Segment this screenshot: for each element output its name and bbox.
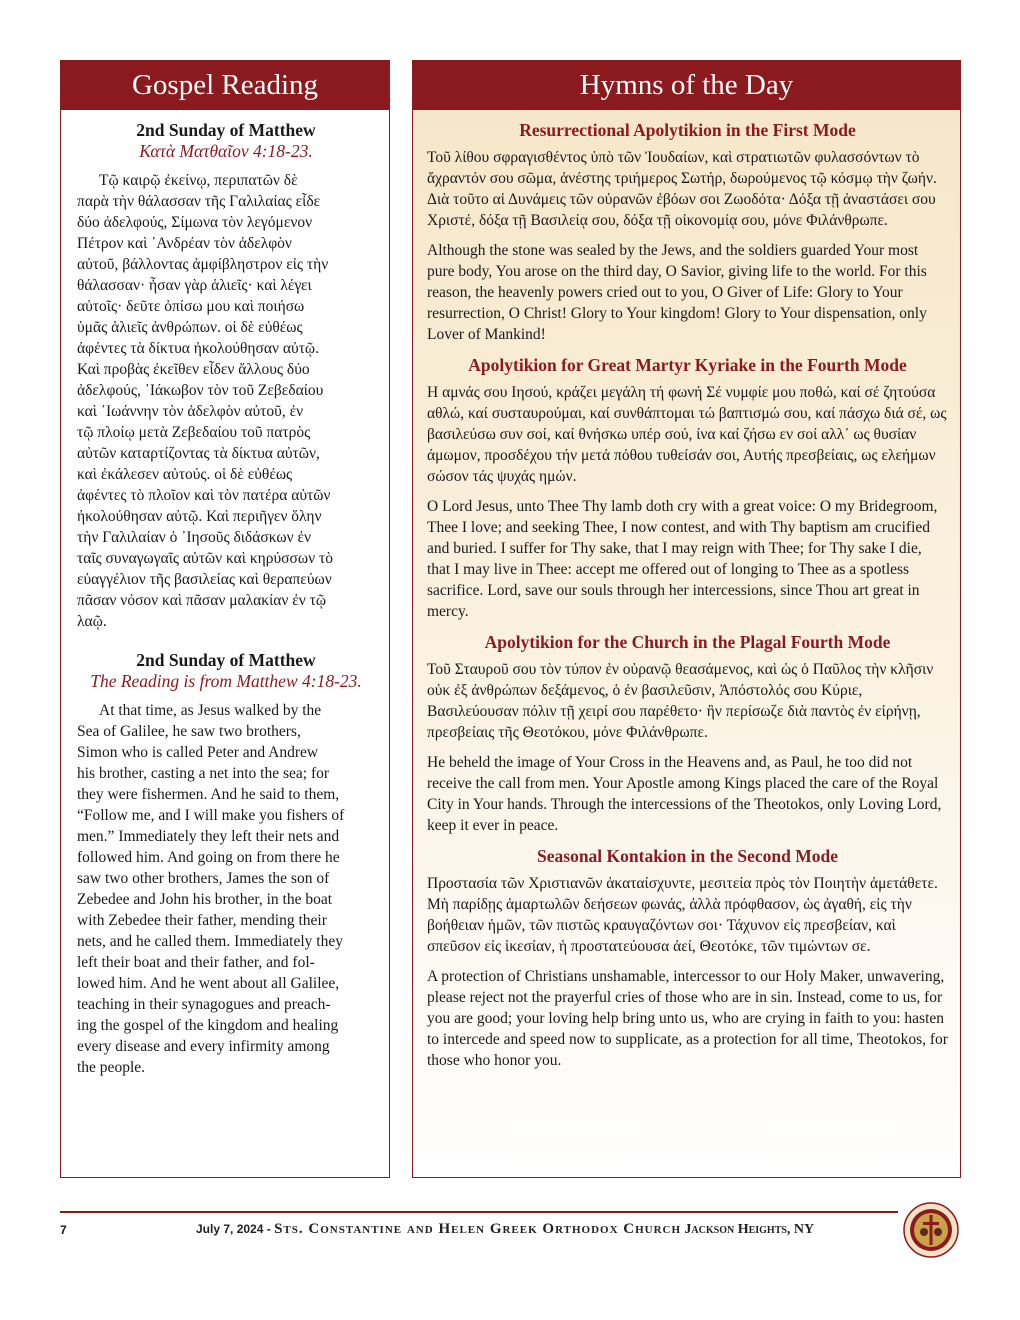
page-number: 7 [60,1223,67,1237]
english-reading-line: left their boat and their father, and fol- [77,954,315,971]
greek-reading-line: ὑμᾶς ἁλιεῖς ἀνθρώπων. οἱ δὲ εὐθέως [77,319,303,336]
english-reading-title: 2nd Sunday of Matthew [136,650,316,670]
english-reading-citation: The Reading is from Matthew 4:18-23. [90,671,362,691]
english-reading-line: men.” Immediately they left their nets and [77,828,340,845]
greek-reading-line: ταῖς συναγωγαῖς αὐτῶν καὶ κηρύσσων τὸ [77,550,333,567]
english-reading-line: ing the gospel of the kingdom and healing [77,1017,339,1034]
hymn-greek-text: Τοῦ Σταυροῦ σου τὸν τύπον ἐν οὐρανῷ θεασάμενος, καὶ ὡς ὁ Παῦλος τὴν κλῆσιν οὐκ ἐξ ἀνθρώπων δεξάμενος, ὁ ἐν βασιλεῦσιν, Ἀπόστολός σου Κύριε, Βασιλεύουσαν πόλιν τῇ χειρί σου παρέθετο· ἣν περίσωζε διὰ παντὸς ἐν εἰρήνῃ, πρεσβείαις τῆς Θεοτόκου, μόνε Φιλάνθρωπε. [427,661,934,741]
greek-reading-citation: Κατὰ Ματθαῖον 4:18-23. [139,141,313,161]
greek-reading-line: λαῷ. [77,613,107,630]
greek-reading-line: θάλασσαν· ἦσαν γὰρ ἁλιεῖς· καὶ λέγει [77,277,312,294]
footer-divider [60,1211,898,1213]
greek-reading-line: Πέτρον καὶ ᾽Ανδρέαν τὸν ἀδελφὸν [77,235,292,252]
greek-reading-line: ἠκολούθησαν αὐτῷ. Καὶ περιῆγεν ὅλην [77,508,322,525]
greek-reading-line: καὶ ᾽Ιωάννην τὸν ἀδελφὸν αὐτοῦ, ἐν [77,403,304,420]
hymn-english-text: Although the stone was sealed by the Jews, and the soldiers guarded Your most pure body, You arose on the third day, O Savior, giving life to the world. For this reason, the heavenly powers cried out to you, O Giver of Life: Glory to Your resurrection, O Christ! Glory to Your kingdom! Glory to Your dispensation, only Lover of Mankind! [427,242,927,343]
english-reading-line: Sea of Galilee, he saw two brothers, [77,723,301,740]
hymn-greek-text: Τοῦ λίθου σφραγισθέντος ὑπὸ τῶν Ἰουδαίων, καὶ στρατιωτῶν φυλασσόντων τὸ ἄχραντόν σου σῶμα, ἀνέστης τριήμερος Σωτήρ, δωρούμενος τῷ κόσμῳ τὴν ζωήν. Διὰ τοῦτο αἱ Δυνάμεις τῶν οὐρανῶν ἐβόων σοι Ζωοδότα· Δόξα τῇ ἀναστάσει σου Χριστέ, δόξα τῇ Βασιλείᾳ σου, δόξα τῇ οἰκονομίᾳ σου, μόνε Φιλάνθρωπε. [427,149,937,229]
greek-reading-line: εὐαγγέλιον τῆς βασιλείας καὶ θεραπεύων [77,571,332,588]
footer-date: July 7, 2024 - [196,1222,271,1236]
hymn-english-text: O Lord Jesus, unto Thee Thy lamb doth cry with a great voice: O my Bridegroom, Thee I love; and seeking Thee, I now contest, and with Thy baptism am crucified and buried. I suffer for Thy sake, that I may reign with Thee; for Thy sake I die, that I may live in Thee: accept me offered out of longing to Thee as a spotless sacrifice. Lord, save our souls through her intercessions, since Thou art great in mercy. [427,498,938,620]
hymn-title: Resurrectional Apolytikion in the First Mode [519,120,856,140]
gospel-reading-header: Gospel Reading [61,61,389,110]
greek-reading-line: παρὰ τὴν θάλασσαν τῆς Γαλιλαίας εἶδε [77,193,321,210]
english-reading-line: every disease and every infirmity among [77,1038,330,1055]
hymns-panel [412,60,961,1178]
greek-reading-line: αὐτῶν καταρτίζοντας τὰ δίκτυα αὐτῶν, [77,445,320,462]
english-reading-line: “Follow me, and I will make you fishers of [77,807,345,824]
greek-reading-line: Τῷ καιρῷ ἐκείνῳ, περιπατῶν δὲ [99,172,298,189]
greek-reading-line: Καὶ προβὰς ἐκεῖθεν εἶδεν ἄλλους δύο [77,361,310,378]
footer-info [196,1221,814,1238]
hymn-title: Apolytikion for the Church in the Plagal Fourth Mode [484,632,891,652]
english-reading-line: lowed him. And he went about all Galilee, [77,975,340,992]
greek-reading-line: ἀδελφούς, ᾽Ιάκωβον τὸν τοῦ Ζεβεδαίου [77,382,324,399]
english-reading-line: teaching in their synagogues and preach- [77,996,331,1013]
greek-reading-line: ἀφέντες τὰ δίκτυα ἠκολούθησαν αὐτῷ. [77,340,319,357]
english-reading-line: nets, and he called them. Immediately they [77,933,343,950]
hymn-greek-text: Προστασία τῶν Χριστιανῶν ἀκαταίσχυντε, μεσιτεία πρὸς τὸν Ποιητὴν ἀμετάθετε. Μὴ παρίδῃς ἁμαρτωλῶν δεήσεων φωνάς, ἀλλὰ πρόφθασον, ὡς ἀγαθή, εἰς τὴν βοήθειαν ἡμῶν, τῶν πιστῶς κραυγαζόντων σοι· Τάχυνον εἰς πρεσβείαν, καὶ σπεῦσον εἰς ἱκεσίαν, ἡ προστατεύουσα ἀεί, Θεοτόκε, τῶν τιμώντων σε. [427,875,938,955]
english-reading-line: Simon who is called Peter and Andrew [77,744,319,761]
english-reading-line: the people. [77,1059,146,1076]
hymn-title: Seasonal Kontakion in the Second Mode [537,846,838,866]
english-reading-line: At that time, as Jesus walked by the [99,702,322,719]
greek-reading-line: τὴν Γαλιλαίαν ὁ ᾽Ιησοῦς διδάσκων ἐν [77,529,311,546]
greek-reading-title: 2nd Sunday of Matthew [136,120,316,140]
greek-reading-line: καὶ ἐκάλεσεν αὐτούς. οἱ δὲ εὐθέως [77,466,293,483]
greek-reading-line: αὐτοῦ, βάλλοντας ἀμφίβληστρον εἰς τὴν [77,256,329,273]
hymn-english-text: He beheld the image of Your Cross in the Heavens and, as Paul, he too did not receive the call from men. Your Apostle among Kings placed the care of the Royal City in Your hands. Through the intercessions of the Theotokos, only Loving Lord, keep it ever in peace. [427,754,942,834]
hymn-greek-text: Η αμνάς σου Ιησού, κράζει μεγάλη τή φωνή Σέ νυμφίε μου ποθώ, καί σέ ζητούσα αθλώ, καί συσταυρούμαι, καί συνθάπτομαι τώ βαπτισμώ σου, καί πάσχω διά σέ, ως βασιλεύσω συν σοί, καί θνήσκω υπέρ σού, ίνα καί ζήσω εν σοί αλλ᾽ ως θυσίαν άμωμον, προσδέχου τήν μετά πόθου τυθείσάν σοι, Αυτής πρεσβείαις, ως ελεήμων σώσον τάς ψυχάς ημών. [427,384,947,485]
greek-reading-line: αὐτοῖς· δεῦτε ὀπίσω μου καὶ ποιήσω [77,298,305,315]
english-reading-line: followed him. And going on from there he [77,849,340,866]
greek-reading-text [77,170,375,632]
english-reading-line: saw two other brothers, James the son of [77,870,330,887]
english-reading-text [77,700,375,1078]
footer-church-name: Sts. Constantine and Helen Greek Orthodox Church [274,1221,682,1237]
greek-reading-line: πᾶσαν νόσον καὶ πᾶσαν μαλακίαν ἐν τῷ [77,592,327,609]
hymn-title: Apolytikion for Great Martyr Kyriake in the Fourth Mode [468,355,907,375]
hymn-english-text: A protection of Christians unshamable, intercessor to our Holy Maker, unwavering, please reject not the prayerful cries of those who are in sin. Instead, come to us, for you are good; your loving help bring unto us, who are crying in faith to you: hasten to intercede and speed now to supplicate, as a protection for all time, Theotokos, for those who honor you. [427,968,948,1069]
greek-reading-line: ἀφέντες τὸ πλοῖον καὶ τὸν πατέρα αὐτῶν [77,487,331,504]
hymns-header: Hymns of the Day [413,61,960,110]
english-reading-line: Zebedee and John his brother, in the boat [77,891,333,908]
greek-reading-line: δύο ἀδελφούς, Σίμωνα τὸν λεγόμενον [77,214,313,231]
english-reading-line: they were fishermen. And he said to them, [77,786,340,803]
english-reading-line: with Zebedee their father, mending their [77,912,327,929]
english-reading-line: his brother, casting a net into the sea; for [77,765,330,782]
footer-location: Jackson Heights, NY [684,1222,815,1237]
greek-reading-line: τῷ πλοίῳ μετὰ Ζεβεδαίου τοῦ πατρὸς [77,424,311,441]
gospel-reading-panel [60,60,390,1178]
church-seal-logo [903,1202,959,1258]
